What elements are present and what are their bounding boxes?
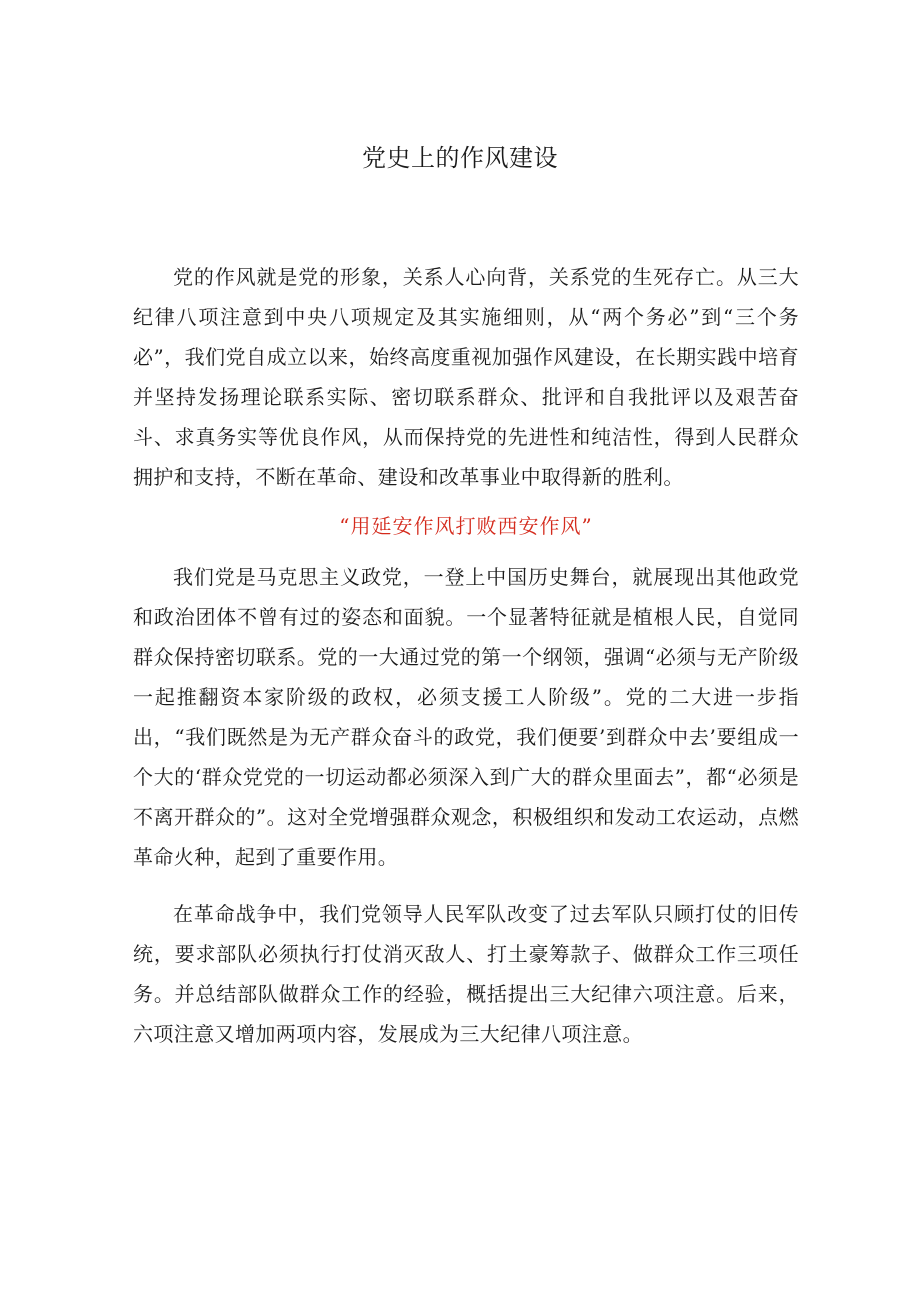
paragraph-party-masses: 我们党是马克思主义政党，一登上中国历史舞台，就展现出其他政党和政治团体不曾有过的姿态和面貌。一个显著特征就是植根人民，自觉同群众保持密切联系。党的一大通过党的第一个纲领，强调“必须与无产阶级一起推翻资本家阶级的政权，必须支援工人阶级”。党的二大进一步指出，“我们既然是为无产群众奋斗的政党，我们便要’到群众中去’要组成一个大的‘群众党党的一切运动都必须深入到广大的群众里面去”，都“必须是不离开群众的”。这对全党增强群众观念，积极组织和发动工农运动，点燃革命火种，起到了重要作用。 [133, 565, 799, 869]
section-subheading: “用延安作风打败西安作风” [339, 514, 593, 538]
document-title: 党史上的作风建设 [362, 144, 558, 172]
paragraph-spacer [133, 877, 799, 894]
paragraph-intro: 党的作风就是党的形象，关系人心向背，关系党的生死存亡。从三大纪律八项注意到中央八项规定及其实施细则，从“两个务必”到“三个务必”，我们党自成立以来，始终高度重视加强作风建设，在长期实践中培育并坚持发扬理论联系实际、密切联系群众、批评和自我批评以及艰苦奋斗、求真务实等优良作风，从而保持党的先进性和纯洁性，得到人民群众拥护和支持，不断在革命、建设和改革事业中取得新的胜利。 [133, 265, 799, 489]
paragraph-army-discipline: 在革命战争中，我们党领导人民军队改变了过去军队只顾打仗的旧传统，要求部队必须执行打仗消灭敌人、打土豪筹款子、做群众工作三项任务。并总结部队做群众工作的经验，概括提出三大纪律六项注意。后来，六项注意又增加两项内容，发展成为三大纪律八项注意。 [133, 902, 799, 1046]
document-body [133, 257, 799, 1054]
